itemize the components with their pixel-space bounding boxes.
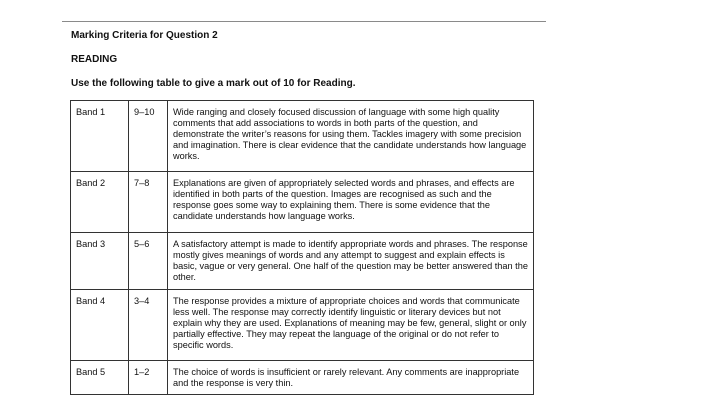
table-row <box>71 172 534 233</box>
marks-cell: 9–10 <box>129 101 168 172</box>
band-cell: Band 2 <box>71 172 129 233</box>
table-row <box>71 361 534 395</box>
band-cell: Band 4 <box>71 290 129 361</box>
marks-cell: 1–2 <box>129 361 168 395</box>
marks-cell: 5–6 <box>129 233 168 290</box>
description-cell: The choice of words is insufficient or rarely relevant. Any comments are inappropriate and the response is very thin. <box>168 361 534 395</box>
section-heading: READING <box>71 54 118 65</box>
table-row <box>71 290 534 361</box>
top-divider <box>62 21 546 22</box>
marks-cell: 7–8 <box>129 172 168 233</box>
marks-cell: 3–4 <box>129 290 168 361</box>
description-cell: Wide ranging and closely focused discussion of language with some high quality comments that add associations to words in both parts of the question, and demonstrate the writer’s reasons for using them. Tackles imagery with some precision and imagination. There is clear evidence that the candidate understands how language works. <box>168 101 534 172</box>
table-row <box>71 101 534 172</box>
instruction-text: Use the following table to give a mark out of 10 for Reading. <box>71 78 356 89</box>
description-cell: Explanations are given of appropriately selected words and phrases, and effects are identified in both parts of the question. Images are recognised as such and the response goes some way to explaining them. There is some evidence that the candidate understands how language works. <box>168 172 534 233</box>
band-cell: Band 5 <box>71 361 129 395</box>
document-title: Marking Criteria for Question 2 <box>71 30 218 41</box>
band-cell: Band 1 <box>71 101 129 172</box>
marking-criteria-table <box>70 100 534 395</box>
table-row <box>71 233 534 290</box>
description-cell: A satisfactory attempt is made to identify appropriate words and phrases. The response mostly gives meanings of words and any attempt to suggest and explain effects is basic, vague or very general. One half of the question may be better answered than the other. <box>168 233 534 290</box>
band-cell: Band 3 <box>71 233 129 290</box>
description-cell: The response provides a mixture of appropriate choices and words that communicate less well. The response may correctly identify linguistic or literary devices but not explain why they are used. Explanations of meaning may be few, general, slight or only partially effective. They may repeat the language of the original or do not refer to specific words. <box>168 290 534 361</box>
